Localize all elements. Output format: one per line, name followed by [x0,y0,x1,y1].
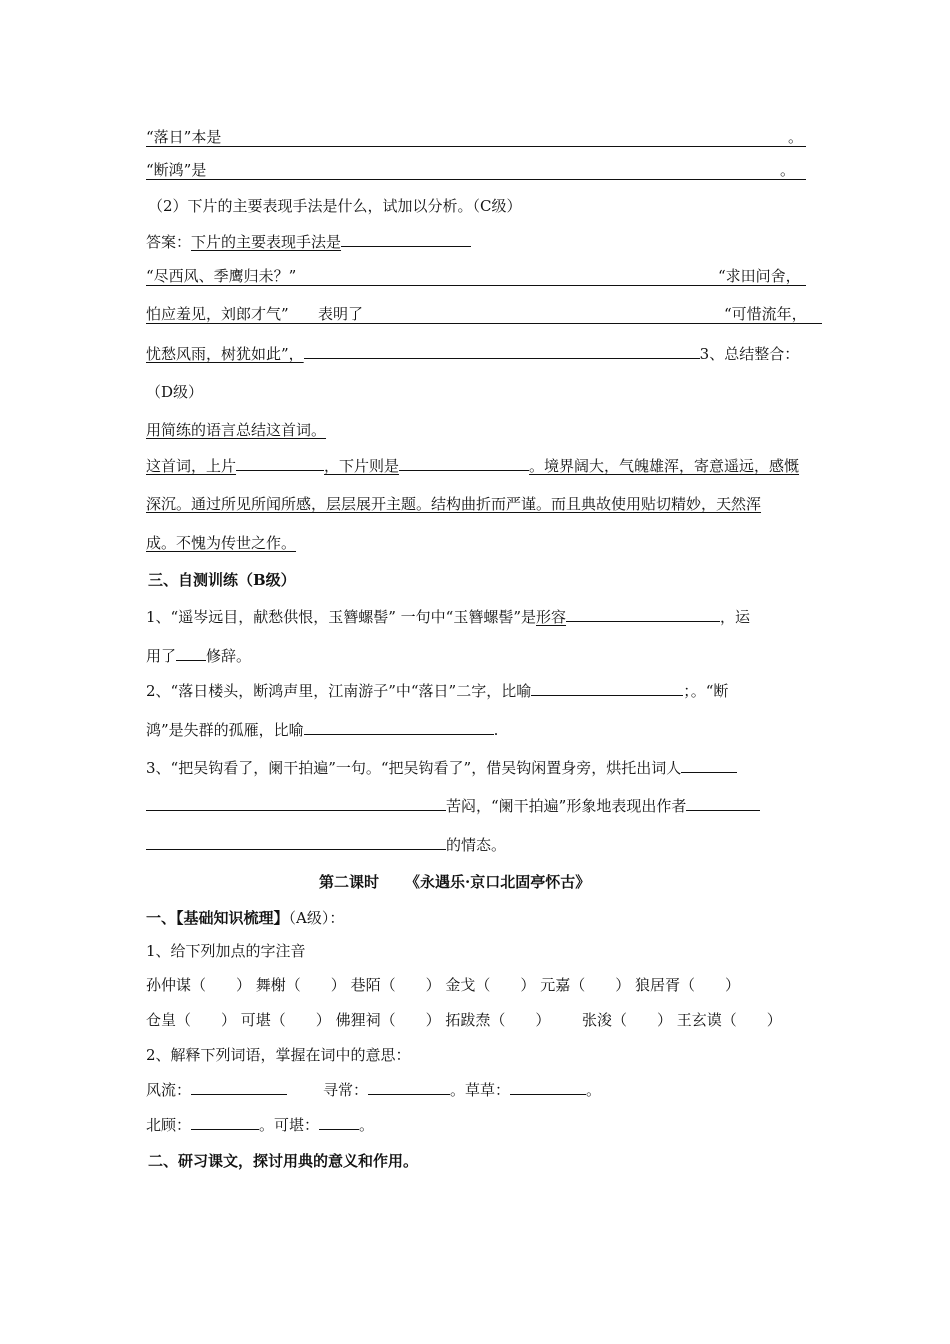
summary-line-1 [146,455,799,476]
fengliu-blank[interactable] [191,1079,287,1095]
pinyin-item[interactable]: 张浚（ ） [581,1011,672,1029]
beigu-label: 北顾： [146,1116,192,1134]
next-heading: 3、总结整合： [699,345,800,363]
s3-item1-d: 用了 [146,647,177,665]
caocao-label: 。草草： [450,1081,511,1099]
s3-item2 [146,680,728,701]
lesson2-title-b: 《永遇乐·京口北固亭怀古》 [405,873,591,891]
summary-1b: ，下片则是 [324,457,400,475]
vocab-row-1 [146,1079,601,1100]
answer-prefix: 答案： [146,233,192,251]
vocab-row-2 [146,1114,374,1135]
pinyin-row-1 [146,975,740,995]
basic-heading-b: 【基础知识梳理】 [176,909,289,927]
d-level: （D级） [146,383,204,401]
pinyin-item[interactable]: 巷陌（ ） [350,976,441,994]
s3-item1-a: 1、“遥岑远目，献愁供恨，玉簪螺髻” 一句中“玉簪螺髻”是 [146,608,536,626]
vocab-period: 。 [586,1081,602,1099]
section2-heading: 二、研习课文，探讨用典的意义和作用。 [148,1152,419,1170]
pinyin-row-2 [146,1010,782,1030]
quote2a: “求田问舍， [718,267,801,285]
answer-lead: 下片的主要表现手法是 [191,233,342,251]
quote2b: 怕应羞见，刘郎才气” [146,305,289,323]
s3-item1-c: ，运 [720,608,751,626]
vocab-period-2: 。 [359,1116,375,1134]
quote1: “尽西风、季鹰归未？” [146,267,297,285]
basic-heading-c: （A级）： [288,909,345,927]
s3-item2-blank2[interactable] [304,719,494,735]
lesson2-title-a: 第二课时 [319,873,380,891]
q2-question: （2）下片的主要表现手法是什么，试加以分析。（C级） [148,197,522,215]
s3-item3-b: 苦闷，“阑干拍遍”形象地表现出作者 [446,797,687,815]
basic-heading-a: 一、 [146,909,177,927]
s3-item3-blank1[interactable] [681,757,737,773]
summary-line-3: 成。不愧为传世之作。 [146,534,297,552]
s3-item1-cont [146,645,251,666]
pinyin-item[interactable]: 元嘉（ ） [540,976,631,994]
luori-answer-line[interactable] [146,127,806,147]
s3-item3 [146,757,737,778]
luori-period: 。 [788,128,804,146]
summary-1c: 。境界阔大，气魄雄浑，寄意遥远，感慨 [529,457,800,475]
pinyin-item[interactable]: 佛狸祠（ ） [335,1011,441,1029]
s3-item1-blank1[interactable] [566,606,720,622]
quote3a: “可惜流年， [724,305,807,323]
s3-item3-a: 3、“把吴钩看了，阑干拍遍”一句。“把吴钩看了”，借吴钩闲置身旁，烘托出词人 [146,759,682,777]
pinyin-item[interactable]: 仓皇（ ） [146,1011,237,1029]
pinyin-instruction: 1、给下列加点的字注音 [146,942,306,960]
technique-blank[interactable] [341,231,471,247]
kekan-blank[interactable] [319,1114,359,1130]
s3-item3-end [146,834,506,855]
s3-item2-c: 鸿”是失群的孤雁，比喻 [146,721,304,739]
xunchang-label: 寻常： [323,1081,369,1099]
vocab-instruction: 2、解释下列词语，掌握在词中的意思： [146,1046,411,1064]
quote3b: 忧愁风雨，树犹如此”， [146,345,304,363]
upper-part-blank[interactable] [236,455,324,471]
pinyin-item[interactable]: 王玄谟（ ） [676,1011,782,1029]
caocao-blank[interactable] [510,1079,586,1095]
s3-item1-e: 修辞。 [206,647,252,665]
q2-answer-line [146,231,471,252]
pinyin-item[interactable]: 可堪（ ） [240,1011,331,1029]
lesson2-title [319,872,590,892]
shows-label: 表明了 [318,305,364,323]
s3-item1-blank2[interactable] [176,645,206,661]
s3-item2-blank1[interactable] [531,680,683,696]
beigu-blank[interactable] [191,1114,259,1130]
fengliu-label: 风流： [146,1081,192,1099]
s3-item1 [146,606,750,627]
xunchang-blank[interactable] [368,1079,450,1095]
basic-knowledge-heading [146,908,344,928]
pinyin-item[interactable]: 孙仲谋（ ） [146,976,252,994]
luori-label: “落日”本是 [146,128,222,146]
quote3-line [146,343,799,364]
pinyin-item[interactable]: 狼居胥（ ） [634,976,740,994]
duanhong-answer-line[interactable] [146,160,806,180]
s3-item3-cont [146,795,760,816]
s3-item3-blank3[interactable] [686,795,760,811]
quote3-blank[interactable] [304,343,700,359]
s3-item2-b: ；。“断 [683,682,729,700]
summary-1a: 这首词，上片 [146,457,237,475]
pinyin-item[interactable]: 金戈（ ） [445,976,536,994]
s3-item2-a: 2、“落日楼头，断鸿声里，江南游子”中“落日”二字，比喻 [146,682,532,700]
summary-line-2: 深沉。通过所见所闻所感，层层展开主题。结构曲折而严谨。而且典故使用贴切精妙，天然浑 [146,495,762,513]
summary-instruction: 用简练的语言总结这首词。 [146,421,327,439]
lower-part-blank[interactable] [399,455,529,471]
kekan-label: 。可堪： [259,1116,320,1134]
s3-item2-cont [146,719,498,740]
duanhong-period: 。 [780,161,796,179]
s3-item2-d: . [493,721,499,739]
pinyin-item[interactable]: 拓跋焘（ ） [445,1011,551,1029]
section3-heading: 三、自测训练（B级） [148,571,296,589]
quote1-line[interactable] [146,266,806,286]
s3-item1-b: 形容 [536,608,567,626]
s3-item3-blank2[interactable] [146,795,446,811]
pinyin-item[interactable]: 舞榭（ ） [255,976,346,994]
s3-item3-blank4[interactable] [146,834,446,850]
s3-item3-c: 的情态。 [446,836,507,854]
duanhong-label: “断鸿”是 [146,161,207,179]
quote2-line[interactable] [146,304,822,324]
